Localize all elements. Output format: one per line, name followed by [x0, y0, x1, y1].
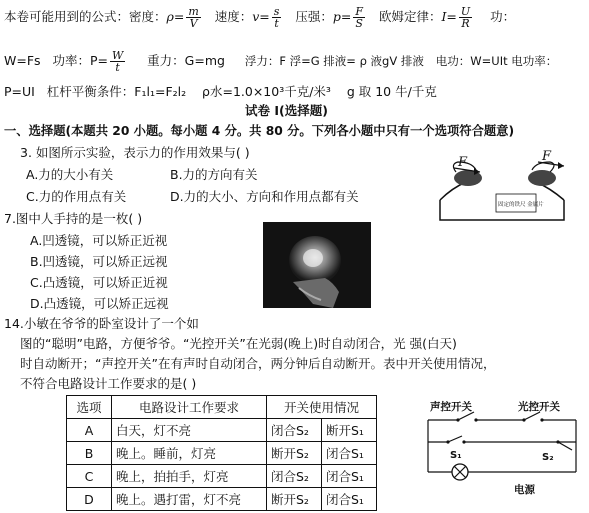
table-row: D 晚上。遇打雷，灯不亮 断开S₂ 闭合S₁	[67, 488, 377, 511]
q7-lens-photo	[263, 222, 371, 308]
q3-option-b: B.力的方向有关	[170, 167, 258, 182]
section-title: 一、选择题(本题共 20 小题。每小题 4 分。共 80 分。下列各小题中只有一个选项符合题意)	[4, 124, 515, 138]
table-header-option: 选项	[67, 396, 112, 419]
q3-fig-force-right: F	[542, 150, 552, 164]
q7-option-a: A.凹透镜，可以矫正近视	[30, 233, 168, 248]
table-header-row	[67, 396, 377, 419]
q3-option-d: D.力的大小、方向和作用点都有关	[170, 189, 359, 204]
q3-option-a: A.力的大小有关	[26, 167, 114, 182]
table-header-switch: 开关使用情况	[267, 396, 377, 419]
formula-line-1: 本卷可能用到的公式：密度：ρ= $\frac{m}{V}$ 速度：v= $\frac{s}{t}$ 压强：p= $\frac{F}{S}$ 欧姆定律：I= $\frac{U}{R}$ 功：	[4, 5, 516, 30]
pressure-fraction: $\frac{F}{S}$	[355, 5, 364, 30]
q3-option-c: C.力的作用点有关	[26, 189, 127, 204]
q7-stem: 7.图中人手持的是一枚( )	[4, 211, 143, 226]
table-header-requirement: 电路设计工作要求	[112, 396, 267, 419]
q14-options-table	[66, 395, 377, 511]
speed-fraction: $\frac{s}{t}$	[273, 5, 280, 30]
ohm-fraction: $\frac{U}{R}$	[460, 5, 471, 30]
q14-stem-1: 14.小敏在爷爷的卧室设计了一个如	[4, 316, 199, 331]
q3-stem: 3. 如图所示实验，表示力的作用效果与( )	[20, 145, 250, 160]
power-fraction: $\frac{W}{t}$	[111, 49, 124, 74]
circuit-s2-label: S₂	[542, 452, 554, 463]
circuit-sound-switch-label: 声控开关	[430, 401, 472, 413]
q3-fig-force-left: F	[458, 155, 468, 170]
q7-option-d: D.凸透镜，可以矫正远视	[30, 296, 169, 311]
formula-line-2: W=Fs 功率：P= $\frac{W}{t}$ 重力：G=mg 浮力：F 浮=G 排液= ρ 液gV 排液 电功：W=UIt 电功率：	[4, 49, 558, 74]
circuit-power-label: 电源	[514, 484, 535, 496]
table-row: B 晚上。睡前，灯亮 断开S₂ 闭合S₁	[67, 442, 377, 465]
q14-stem-4: 不符合电路设计工作要求的是( )	[20, 376, 197, 391]
table-row: C 晚上，拍拍手，灯亮 闭合S₂ 闭合S₁	[67, 465, 377, 488]
formula-line-3: P=UI 杠杆平衡条件：F₁l₁=F₂l₂ ρ水=1.0×10³千克/米³ g 取 10 牛/千克	[4, 84, 437, 99]
density-fraction: $\frac{m}{V}$	[188, 5, 199, 30]
q14-circuit-diagram	[418, 398, 586, 511]
table-row: A 白天，灯不亮 闭合S₂ 断开S₁	[67, 419, 377, 442]
circuit-light-switch-label: 光控开关	[518, 401, 560, 413]
q3-fig-caption: 固定的铁尺 金属片	[498, 202, 544, 208]
circuit-s1-label: S₁	[450, 450, 462, 461]
q14-stem-2: 图的“聪明”电路，方便爷爷。“光控开关”在光弱(晚上)时自动闭合，光 强(白天)	[20, 336, 457, 351]
q14-stem-3: 时自动断开；“声控开关”在有声时自动闭合，两分钟后自动断开。表中开关使用情况，	[20, 356, 496, 371]
paper-title: 试卷 I(选择题)	[245, 103, 328, 118]
q7-option-c: C.凸透镜，可以矫正近视	[30, 275, 168, 290]
q7-option-b: B.凹透镜，可以矫正远视	[30, 254, 168, 269]
q3-force-figure	[432, 150, 586, 224]
